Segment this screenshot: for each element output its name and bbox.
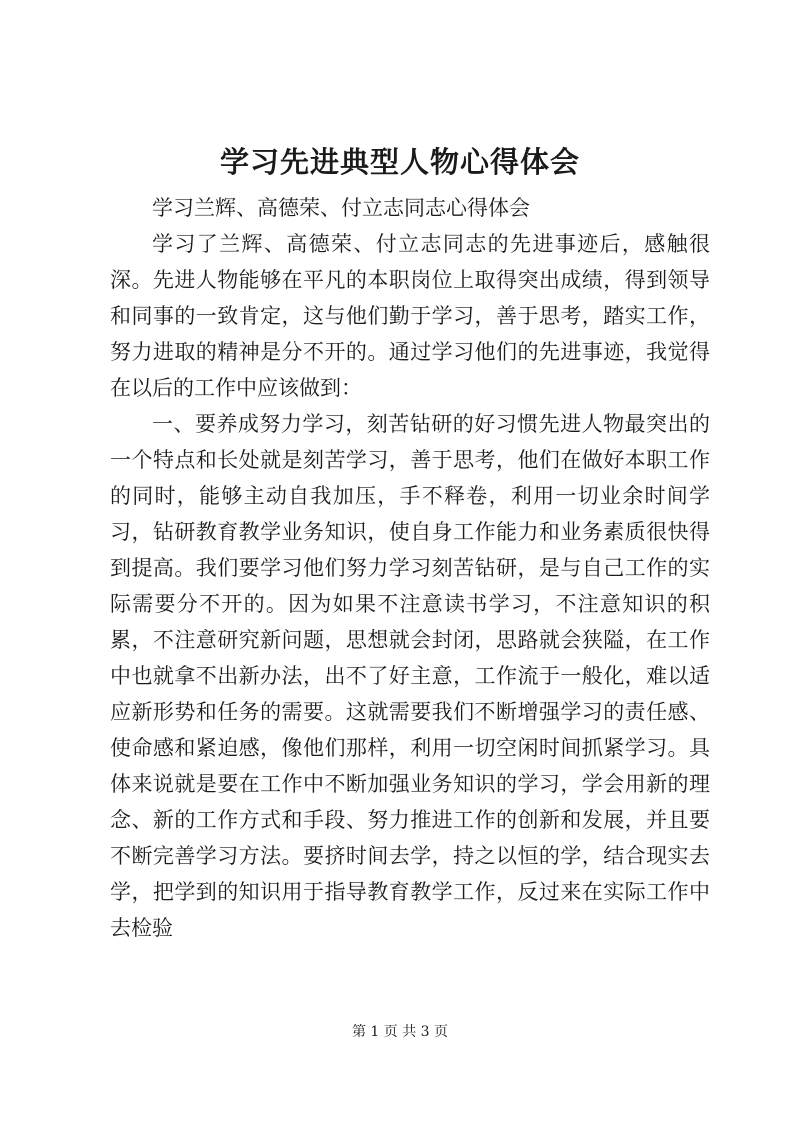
document-title: 学习先进典型人物心得体会 (219, 145, 580, 179)
page-footer: 第 1 页 共 3 页 (351, 1024, 449, 1040)
document-body (110, 190, 710, 946)
paragraph-intro: 学习了兰辉、高德荣、付立志同志的先进事迹后，感触很深。先进人物能够在平凡的本职岗位上取得突出成绩，得到领导和同事的一致肯定，这与他们勤于学习，善于思考，踏实工作，努力进取的精神是分不开的。通过学习他们的先进事迹，我觉得在以后的工作中应该做到： (110, 232, 710, 400)
paragraph-point-one: 一、要养成努力学习，刻苦钻研的好习惯先进人物最突出的一个特点和长处就是刻苦学习，善于思考，他们在做好本职工作的同时，能够主动自我加压，手不释卷，利用一切业余时间学习，钻研教育教学业务知识，使自身工作能力和业务素质很快得到提高。我们要学习他们努力学习刻苦钻研，是与自己工作的实际需要分不开的。因为如果不注意读书学习，不注意知识的积累，不注意研究新问题，思想就会封闭，思路就会狭隘，在工作中也就拿不出新办法，出不了好主意，工作流于一般化，难以适应新形势和任务的需要。这就需要我们不断增强学习的责任感、使命感和紧迫感，像他们那样，利用一切空闲时间抓紧学习。具体来说就是要在工作中不断加强业务知识的学习，学会用新的理念、新的工作方式和手段、努力推进工作的创新和发展，并且要不断完善学习方法。要挤时间去学，持之以恒的学，结合现实去学，把学到的知识用于指导教育教学工作，反过来在实际工作中去检验 (110, 412, 710, 940)
paragraph-subtitle: 学习兰辉、高德荣、付立志同志心得体会 (152, 196, 530, 220)
